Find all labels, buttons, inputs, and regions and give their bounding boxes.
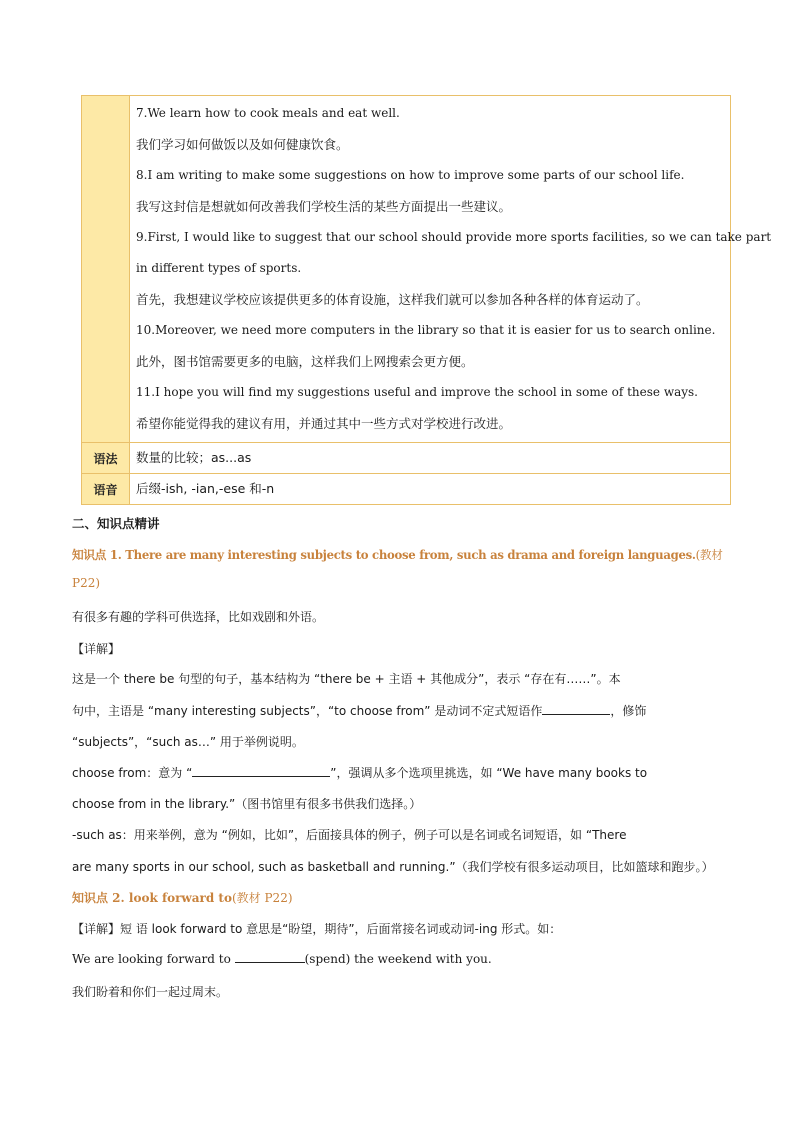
kp1-text: ，修饰 — [610, 704, 647, 718]
kp2-title-line — [72, 889, 293, 906]
kp1-paragraph-line: are many sports in our school, such as basketball and running.”（我们学校有很多运动项目，比如篮球和跑步。） — [72, 860, 714, 874]
kp2-detail-label: 【详解】 — [72, 922, 121, 936]
sentence-line: 10.Moreover, we need more computers in the library so that it is easier for us to search online. — [136, 323, 716, 337]
phonetics-cell — [130, 474, 730, 504]
answer-blank[interactable] — [235, 952, 305, 963]
grammar-label: 语法 — [82, 443, 130, 473]
table-row-grammar — [82, 442, 730, 473]
sentence-line: 7.We learn how to cook meals and eat well. — [136, 106, 400, 120]
sentence-line: 9.First, I would like to suggest that our school should provide more sports facilities, so we can take part — [136, 230, 772, 244]
kp2-example-line — [72, 952, 492, 966]
kp1-paragraph-line — [72, 702, 646, 719]
table-row-sentences — [82, 96, 772, 442]
kp1-text: choose from：意为 “ — [72, 766, 193, 780]
grammar-value: 数量的比较；as...as — [136, 450, 252, 465]
kp1-paragraph-line: choose from in the library.”（图书馆里有很多书供我们选择。） — [72, 797, 422, 811]
kp1-title-line — [72, 546, 723, 563]
kp1-translation: 有很多有趣的学科可供选择，比如戏剧和外语。 — [72, 610, 325, 624]
sentence-line: 希望你能觉得我的建议有用，并通过其中一些方式对学校进行改进。 — [136, 416, 512, 431]
kp1-paragraph-line: “subjects”，“such as…” 用于举例说明。 — [72, 735, 304, 749]
table-row-phonetics — [82, 473, 730, 504]
kp1-ref-line — [72, 576, 100, 590]
sentence-line: 此外，图书馆需要更多的电脑，这样我们上网搜索会更方便。 — [136, 354, 474, 369]
sentence-line: 首先，我想建议学校应该提供更多的体育设施，这样我们就可以参加各种各样的体育运动了。 — [136, 292, 649, 307]
empty-label-cell — [82, 96, 130, 442]
sentence-line: 8.I am writing to make some suggestions on how to improve some parts of our school life. — [136, 168, 685, 182]
kp2-detail-text: 短 语 look forward to 意思是“盼望，期待”，后面常接名词或动词-ing 形式。如： — [120, 922, 562, 936]
kp1-paragraph-line: 这是一个 there be 句型的句子，基本结构为 “there be + 主语 + 其他成分”，表示 “存在有……”。本 — [72, 672, 621, 686]
kp1-ref-page: P22) — [72, 576, 101, 590]
phonetics-value: 后缀-ish, -ian,-ese 和-n — [136, 481, 275, 496]
kp1-ref: (教材 — [695, 548, 723, 562]
kp1-text: ”，强调从多个选项里挑选，如 “We have many books to — [330, 766, 648, 780]
kp2-translation: 我们盼着和你们一起过周末。 — [72, 985, 229, 999]
sentence-line: 11.I hope you will find my suggestions useful and improve the school in some of these ways. — [136, 385, 698, 399]
kp1-text: 句中，主语是 “many interesting subjects”，“to choose from” 是动词不定式短语作 — [72, 704, 543, 718]
answer-blank[interactable] — [542, 704, 610, 715]
kp2-example-text: We are looking forward to — [72, 952, 235, 966]
phonetics-label: 语音 — [82, 474, 130, 504]
sentence-cell — [130, 96, 777, 442]
sentence-line: 我写这封信是想就如何改善我们学校生活的某些方面提出一些建议。 — [136, 199, 512, 214]
kp1-title: 知识点 1. There are many interesting subjects to choose from, such as drama and foreign languages. — [72, 548, 696, 562]
kp2-example-text: (spend) the weekend with you. — [304, 952, 492, 966]
answer-blank[interactable] — [192, 766, 330, 777]
section-heading: 二、知识点精讲 — [72, 516, 160, 531]
kp1-paragraph-line — [72, 764, 647, 781]
sentence-line: in different types of sports. — [136, 261, 302, 275]
kp2-ref: (教材 P22) — [231, 891, 293, 905]
kp1-detail-label: 【详解】 — [72, 642, 121, 656]
kp1-paragraph-line: -such as：用来举例，意为 “例如，比如”，后面接具体的例子，例子可以是名词或名词短语，如 “There — [72, 828, 627, 842]
kp2-title: 知识点 2. look forward to — [72, 891, 232, 905]
kp2-detail-line — [72, 920, 561, 937]
summary-table — [81, 95, 772, 505]
sentence-line: 我们学习如何做饭以及如何健康饮食。 — [136, 137, 349, 152]
grammar-cell — [130, 443, 730, 473]
